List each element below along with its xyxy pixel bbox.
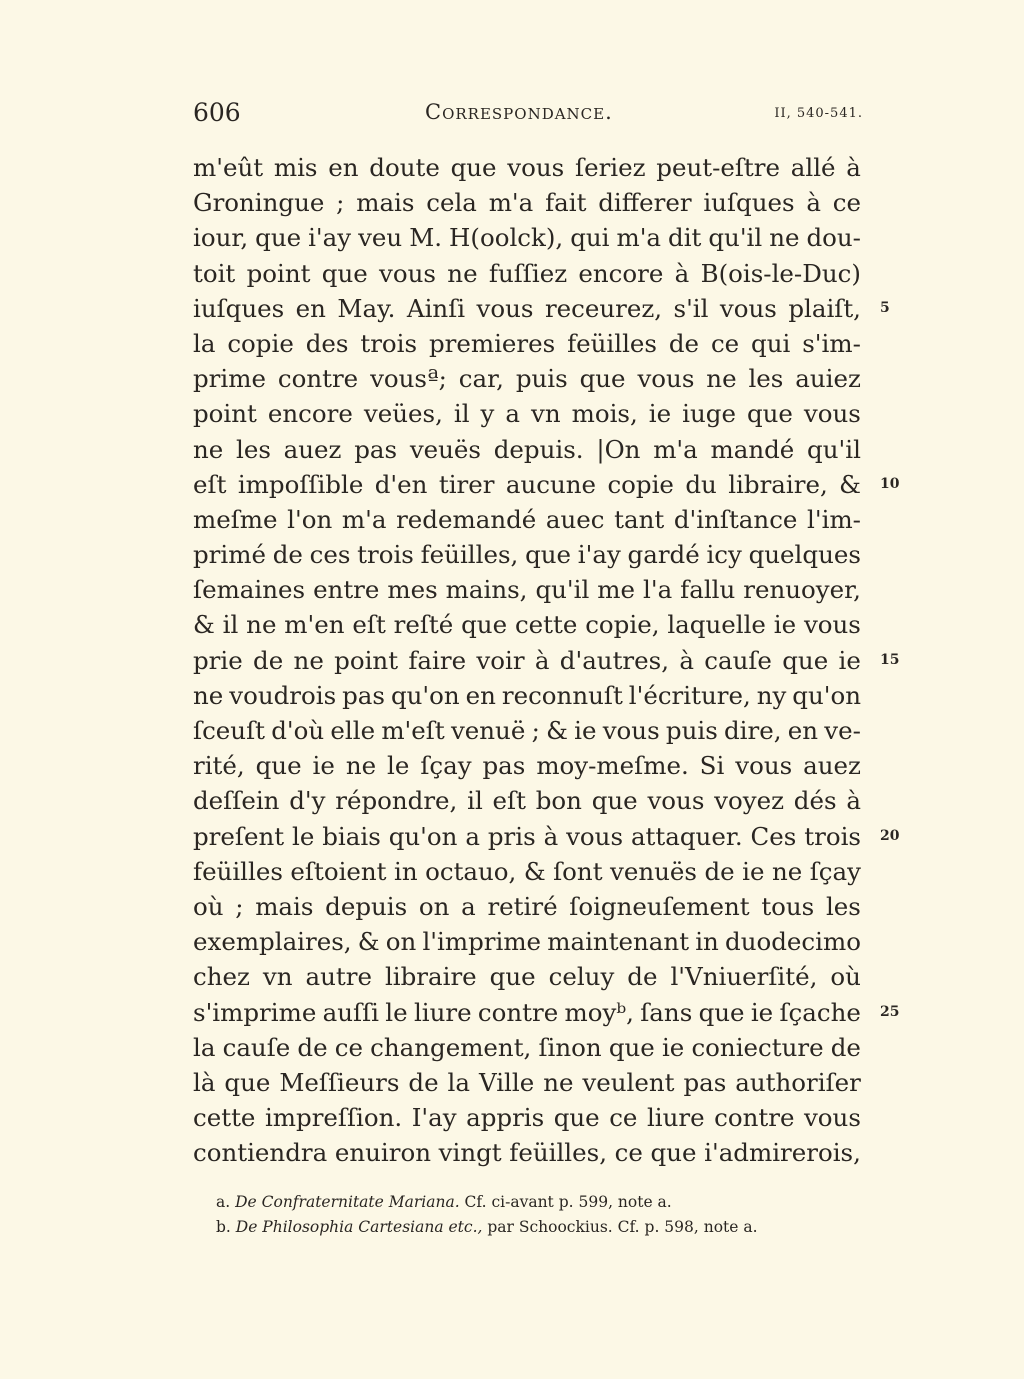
line-number: 20 xyxy=(880,827,900,844)
footnote xyxy=(216,1190,856,1215)
text-line: ſemaines entre mes mains, qu'il me l'a fallu renuoyer, xyxy=(193,575,861,605)
footnote-title: De Philosophia Cartesiana etc., xyxy=(235,1218,483,1236)
line-number: 25 xyxy=(880,1003,900,1020)
footnote-mark: a. xyxy=(216,1193,236,1211)
line-number: 10 xyxy=(880,475,900,492)
footnote-mark: b. xyxy=(216,1218,236,1236)
text-line: eſt impoſſible d'en tirer aucune copie du libraire, & xyxy=(193,469,861,499)
text-line: chez vn autre libraire que celuy de l'Vniuerſité, où xyxy=(193,962,861,992)
text-line: cette impreſſion. I'ay appris que ce liure contre vous xyxy=(193,1103,861,1133)
text-line: feüilles eſtoient in octauo, & ſont venuës de ie ne ſçay xyxy=(193,856,861,886)
text-line: iuſques en May. Ainſi vous receurez, s'il vous plaiſt, xyxy=(193,293,861,323)
text-line: ne voudrois pas qu'on en reconnuſt l'écriture, ny qu'on xyxy=(193,680,861,710)
text-line: contiendra enuiron vingt feüilles, ce que i'admirerois, xyxy=(193,1138,861,1168)
footnote xyxy=(216,1215,856,1240)
footnote-text: par Schoockius. Cf. p. 598, note a. xyxy=(482,1218,758,1236)
text-line: primé de ces trois feüilles, que i'ay gardé icy quelques xyxy=(193,540,861,570)
text-line: & il ne m'en eſt reſté que cette copie, laquelle ie vous xyxy=(193,610,861,640)
page-number: 606 xyxy=(193,98,241,127)
text-line: point encore veües, il y a vn mois, ie iuge que vous xyxy=(193,399,861,429)
text-line: la cauſe de ce changement, ſinon que ie coniecture de xyxy=(193,1032,861,1062)
text-line: s'imprime auſſi le liure contre moyᵇ, ſans que ie ſçache xyxy=(193,997,861,1027)
text-line: deſſein d'y répondre, il eſt bon que vous voyez dés à xyxy=(193,786,861,816)
text-line: meſme l'on m'a redemandé auec tant d'inſtance l'im- xyxy=(193,504,861,534)
text-line: la copie des trois premieres feüilles de ce qui s'im- xyxy=(193,328,861,358)
footnote-text: Cf. ci-avant p. 599, note a. xyxy=(459,1193,672,1211)
running-title: Correspondance. xyxy=(425,100,613,124)
text-line: prie de ne point faire voir à d'autres, à cauſe que ie xyxy=(193,645,861,675)
text-line: preſent le biais qu'on a pris à vous attaquer. Ces trois xyxy=(193,821,861,851)
footnote-title: De Confraternitate Mariana. xyxy=(235,1193,460,1211)
page-header xyxy=(193,98,863,134)
text-line: prime contre vousª; car, puis que vous ne les auiez xyxy=(193,364,861,394)
text-line: là que Meſſieurs de la Ville ne veulent pas authoriſer xyxy=(193,1067,861,1097)
text-line: ſceuſt d'où elle m'eſt venuë ; & ie vous puis dire, en ve- xyxy=(193,716,861,745)
text-line: exemplaires, & on l'imprime maintenant in duodecimo xyxy=(193,927,861,957)
text-line: rité, que ie ne le ſçay pas moy-meſme. Si vous auez xyxy=(193,751,861,781)
text-line: ne les auez pas veuës depuis. |On m'a mandé qu'il xyxy=(193,434,861,464)
text-line: m'eût mis en doute que vous ſeriez peut-eſtre allé à xyxy=(193,153,861,182)
page-reference: II, 540-541. xyxy=(774,106,863,121)
body-text xyxy=(193,150,861,1170)
line-number: 15 xyxy=(880,651,900,668)
footnotes xyxy=(216,1190,856,1240)
text-line: iour, que i'ay veu M. H(oolck), qui m'a dit qu'il ne dou- xyxy=(193,223,861,253)
text-line: Groningue ; mais cela m'a fait differer iuſques à ce xyxy=(193,188,861,218)
line-number: 5 xyxy=(880,299,890,316)
text-line: où ; mais depuis on a retiré ſoigneuſement tous les xyxy=(193,891,861,921)
text-line: toit point que vous ne fuſſiez encore à B(ois-le-Duc) xyxy=(193,258,861,288)
